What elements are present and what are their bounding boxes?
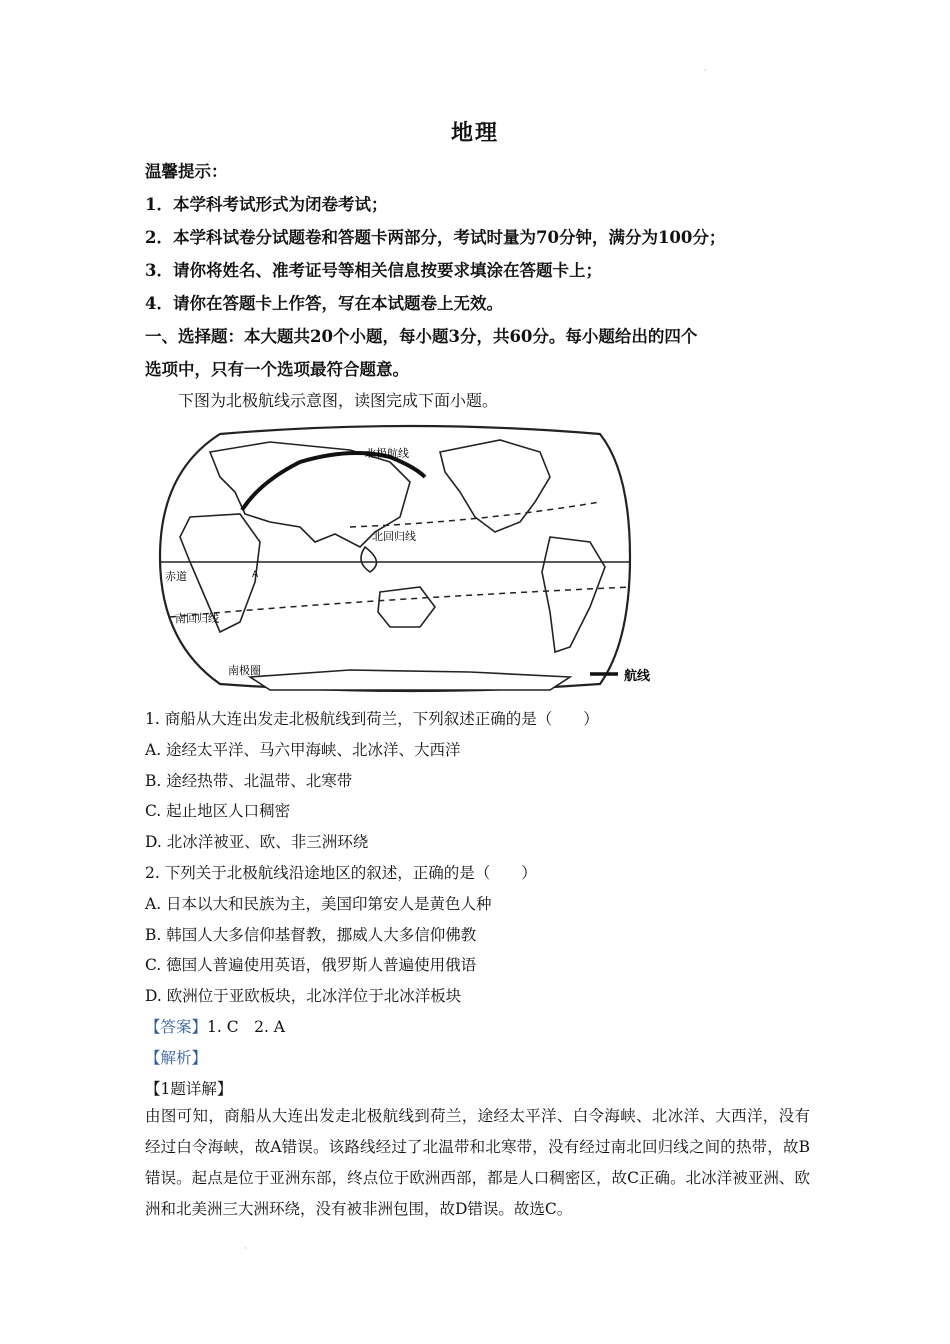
question-2-stem: 2. 下列关于北极航线沿途地区的叙述，正确的是（ ） [145,863,537,882]
arctic-route-label: 北极航线 [365,447,409,460]
question-1-stem: 1. 商船从大连出发走北极航线到荷兰，下列叙述正确的是（ ） [145,710,599,728]
equator-label: 赤道 [165,570,187,583]
question-1-option-d: D. 北冰洋被亚、欧、非三洲环绕 [145,833,369,852]
question-1-option-b: B. 途经热带、北温带、北寒带 [145,771,353,790]
section-heading-line1: 一、选择题：本大题共20个小题，每小题3分，共60分。每小题给出的四个 [145,327,698,346]
exam-tips [145,155,825,386]
question-2-option-d: D. 欧洲位于亚欧板块，北冰洋位于北冰洋板块 [145,987,462,1006]
antarctic-circle-label: 南极圈 [228,664,261,677]
question-1-option-c: C. 起止地区人口稠密 [145,802,291,821]
page-mark-top: · [704,66,707,75]
tropic-capricorn-label: 南回归线 [175,612,219,625]
question-1 [145,704,815,1104]
section-heading-line2: 选项中，只有一个选项最符合题意。 [145,360,409,379]
question-1-option-a: A. 途经太平洋、马六甲海峡、北冰洋、大西洋 [145,740,461,759]
tip-item: 1．本学科考试形式为闭卷考试； [145,195,388,214]
map-intro: 下图为北极航线示意图，读图完成下面小题。 [178,391,499,410]
page-mark-bottom: · [244,1244,247,1253]
analysis-tag: 【解析】 [145,1048,208,1067]
arctic-route-map [150,422,670,700]
answer-tag: 【答案】 [145,1017,208,1036]
question-2-option-b: B. 韩国人大多信仰基督教，挪威人大多信仰佛教 [145,925,477,944]
tips-heading: 温馨提示： [145,162,228,181]
tip-item: 2．本学科试卷分试题卷和答题卡两部分，考试时量为70分钟，满分为100分； [145,228,726,247]
answer-text: 1. C 2. A [207,1017,286,1036]
answer-line [145,1012,815,1043]
tip-item: 4．请你在答题卡上作答，写在本试题卷上无效。 [145,294,503,313]
tropic-cancer-label: 北回归线 [372,530,416,543]
question-2-option-c: C. 德国人普遍使用英语，俄罗斯人普遍使用俄语 [145,956,477,975]
analysis-detail-tag: 【1题详解】 [145,1079,233,1098]
marker-a-label: A [252,570,259,580]
analysis-text: 由图可知，商船从大连出发走北极航线到荷兰，途经太平洋、白令海峡、北冰洋、大西洋，没有经过白令海峡，故A错误。该路线经过了北温带和北寒带，没有经过南北回归线之间的热带，故B错误。起点是位于亚洲东部，终点位于欧洲西部，都是人口稠密区，故C正确。北冰洋被亚洲、欧洲和北美洲三大洲环绕，没有被非洲包围，故D错误。故选C。 [145,1107,810,1218]
tip-item: 3．请你将姓名、准考证号等相关信息按要求填涂在答题卡上； [145,261,602,280]
page-title: 地理 [450,120,499,146]
question-2-option-a: A. 日本以大和民族为主，美国印第安人是黄色人种 [145,894,492,913]
legend-route-label: 航线 [624,669,651,684]
